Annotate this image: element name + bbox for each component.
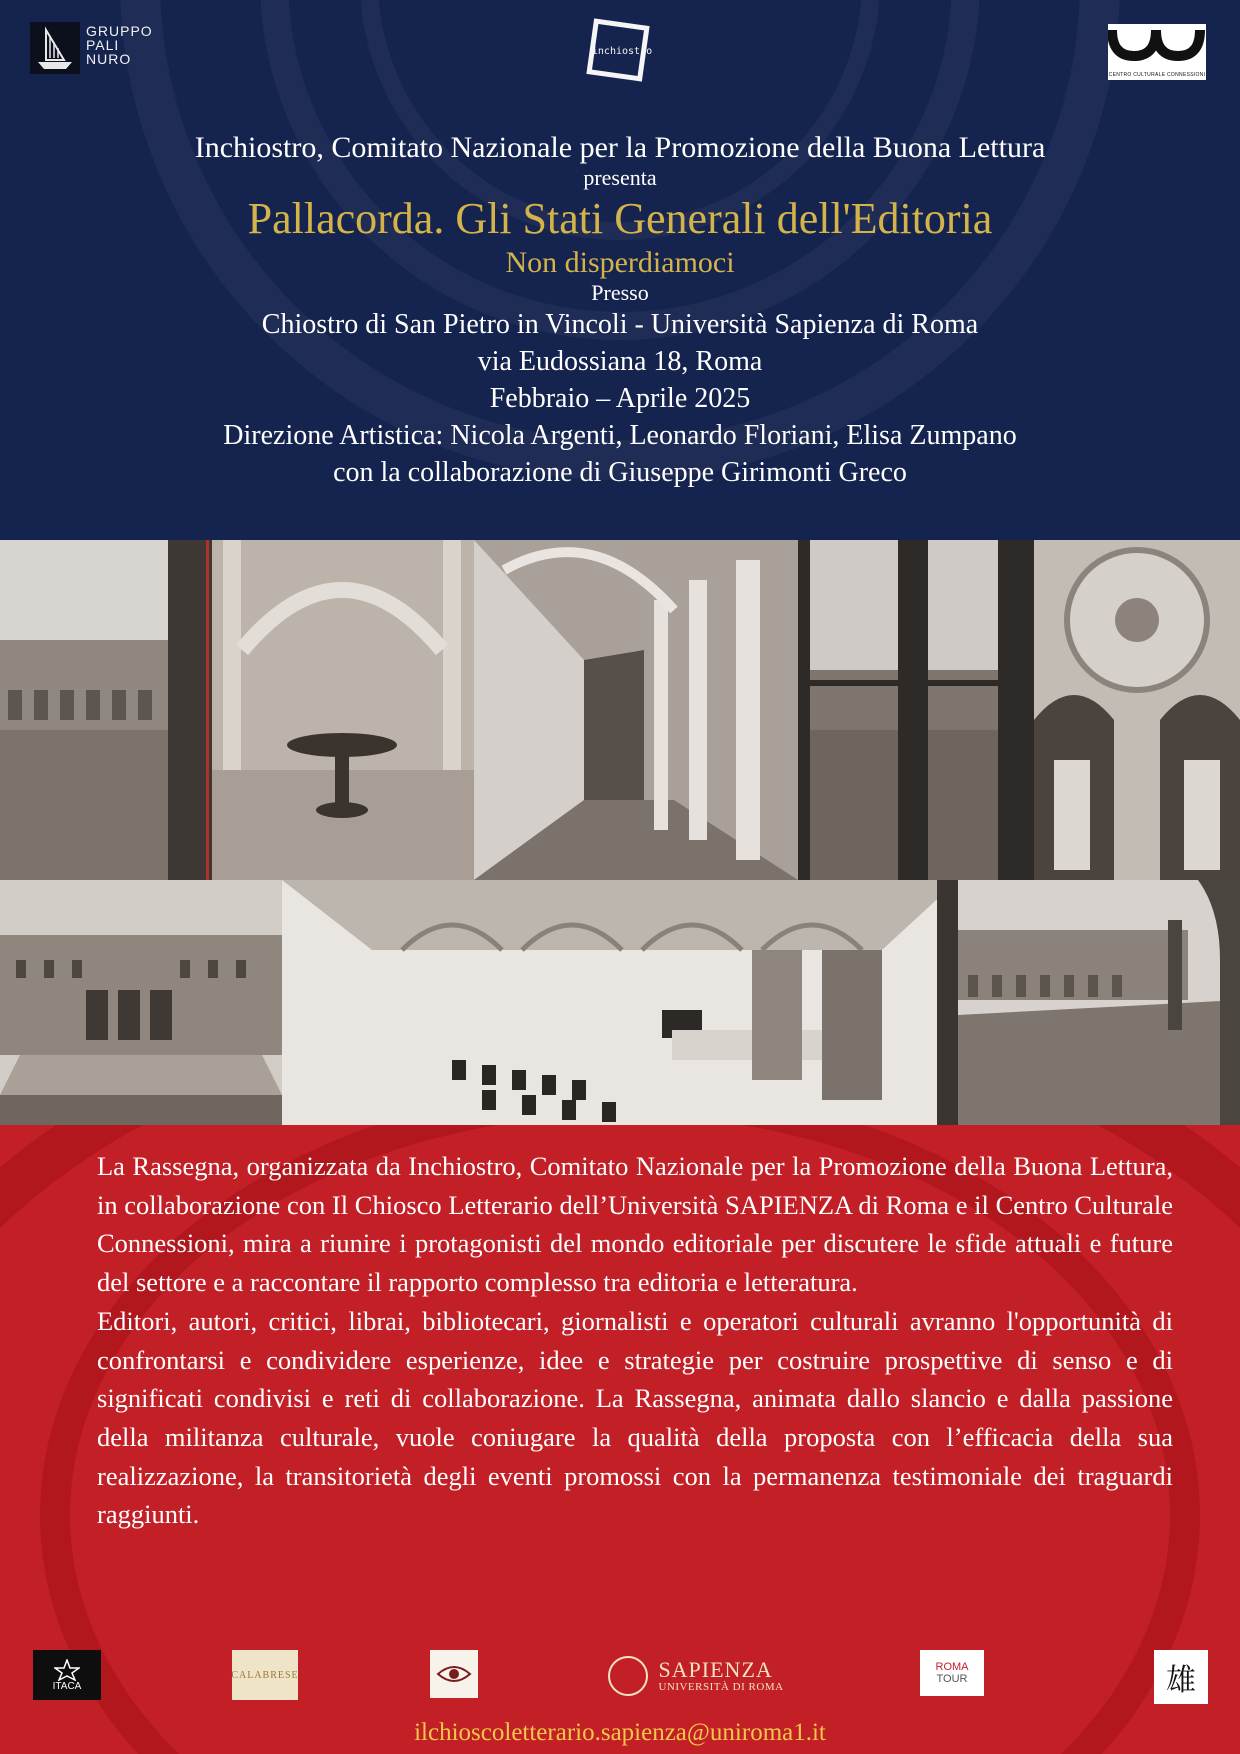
photo-cloister-portico — [958, 880, 1240, 1125]
collaboration-line: con la collaborazione di Giuseppe Girimonti Greco — [333, 457, 907, 488]
sapienza-seal-icon — [608, 1656, 648, 1696]
calabrese-wordmark: CALABRESE — [231, 1669, 299, 1681]
photo-cloister-courtyard — [0, 540, 212, 880]
photo-fountain — [212, 540, 474, 880]
event-subtitle: Non disperdiamoci — [505, 246, 735, 279]
logo-gruppo-palinuro — [30, 22, 153, 78]
star-icon — [54, 1659, 80, 1681]
logo-centro-connessioni — [1108, 24, 1206, 80]
itaca-wordmark: ITACA — [52, 1680, 82, 1692]
eye-icon — [436, 1662, 472, 1686]
logo-inchiostro — [572, 16, 662, 88]
inchiostro-wordmark: inchiostro — [591, 46, 653, 57]
description-paragraph-1: La Rassegna, organizzata da Inchiostro, Comitato Nazionale per la Promozione della Buona Lettura, in collaborazione con Il Chiosco Letterario dell’Università SAPIENZA di Roma e il Centro Culturale Connessioni, mira a riunire i protagonisti del mondo editoriale per discutere le sfide attuali e future del settore e a raccontare il rapporto complesso tra editoria e letteratura. — [97, 1151, 1173, 1298]
photo-arcade-corridor — [474, 540, 798, 880]
roma-tour-line-2: TOUR — [936, 1673, 968, 1685]
description-band — [0, 1125, 1240, 1754]
logo-sapienza — [606, 1650, 786, 1702]
logo-eye — [430, 1650, 478, 1698]
photo-faculty-building — [0, 880, 282, 1125]
roma-tour-line-1: ROMA — [935, 1661, 969, 1673]
sponsor-logos — [0, 1650, 1240, 1710]
logo-itaca — [33, 1650, 101, 1700]
logo-calabrese — [232, 1650, 298, 1700]
sapienza-name: SAPIENZA — [658, 1656, 773, 1682]
logo-roma-tour — [920, 1650, 984, 1696]
direction-line: Direzione Artistica: Nicola Argenti, Leonardo Floriani, Elisa Zumpano — [223, 420, 1017, 451]
organizer-line: Inchiostro, Comitato Nazionale per la Promozione della Buona Lettura — [194, 131, 1046, 164]
photo-frescoed-vault — [1034, 540, 1240, 880]
palinuro-wordmark: GRUPPO PALI NURO — [86, 23, 153, 67]
description-paragraph-2: Editori, autori, critici, librai, bibliotecari, giornalisti e operatori culturali avranno l'opportunità di confrontarsi e condividere esperienze, idee e strategie per costruire prospettive di senso e di significati condivisi e reti di collaborazione. La Rassegna, animata dallo slancio e dalla passione della militanza culturale, vuole coniugare la qualità della proposta con l’efficacia della sua realizzazione, la transitorietà degli eventi promossi con la permanenza testimoniale dei traguardi raggiunti. — [97, 1305, 1173, 1530]
presents-line: presenta — [583, 165, 657, 190]
ship-icon — [30, 22, 80, 74]
presso-line: Presso — [591, 280, 649, 305]
header-band — [0, 0, 1240, 540]
wave-icon — [1108, 24, 1206, 72]
event-announcement — [0, 130, 1240, 491]
venue-line: Chiostro di San Pietro in Vincoli - Università Sapienza di Roma — [261, 309, 979, 340]
sapienza-subtitle: UNIVERSITÀ DI ROMA — [658, 1680, 784, 1693]
event-title: Pallacorda. Gli Stati Generali dell'Editoria — [247, 194, 993, 243]
photo-window-courtyard — [798, 540, 1034, 880]
contact-email[interactable]: ilchioscoletterario.sapienza@uniroma1.it — [414, 1719, 826, 1746]
address-line: via Eudossiana 18, Roma — [477, 346, 763, 377]
photo-collage — [0, 540, 1240, 1125]
event-description — [97, 1147, 1173, 1534]
connessioni-caption: CENTRO CULTURALE CONNESSIONI — [1108, 72, 1206, 78]
academy-glyph: 雄 — [1166, 1664, 1196, 1697]
logo-academy — [1154, 1650, 1208, 1704]
dates-line: Febbraio – Aprile 2025 — [489, 383, 751, 414]
photo-conference-hall — [282, 880, 958, 1125]
